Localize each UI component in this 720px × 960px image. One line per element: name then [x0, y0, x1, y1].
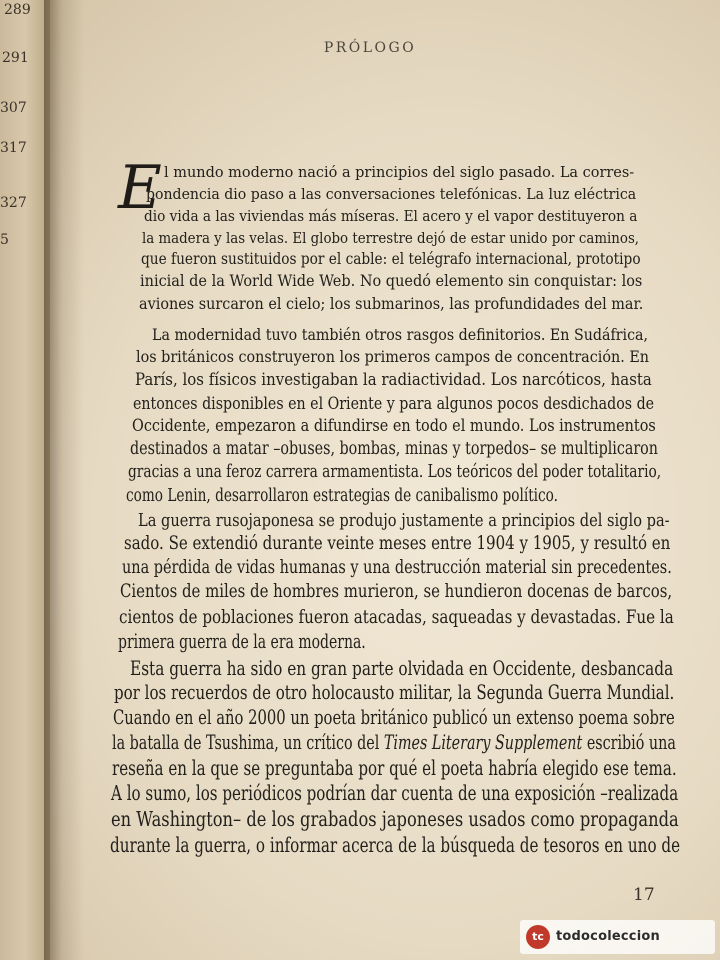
text-line: por los recuerdos de otro holocausto militar, la Segunda Guerra Mundial. [114, 681, 675, 704]
facing-page-edge [0, 0, 50, 960]
text-line: la batalla de Tsushima, un crítico del Times Literary Supplement escribió una [112, 730, 676, 754]
chapter-title: PRÓLOGO [323, 40, 417, 56]
text-line: aviones surcaron el cielo; los submarinos, las profundidades del mar. [139, 294, 644, 313]
text-line: que fueron sustituidos por el cable: el telégrafo internacional, prototipo [141, 250, 641, 268]
text-line: Cuando en el año 2000 un poeta británico publicó un extenso poema sobre [113, 706, 675, 729]
text-line: entonces disponibles en el Oriente y para algunos pocos desdichados de [133, 393, 655, 413]
watermark-logo-icon: tc [526, 925, 550, 949]
text-line: A lo sumo, los periódicos podrían dar cuenta de una exposición –realizada [111, 781, 679, 805]
facing-page-number: 5 [0, 232, 9, 248]
facing-page-number: 291 [2, 50, 29, 66]
text-line: reseña en la que se preguntaba por qué el poeta habría elegido ese tema. [112, 756, 677, 780]
drop-cap: E [118, 153, 162, 223]
text-line: dio vida a las viviendas más míseras. El acero y el vapor destituyeron a [144, 207, 638, 225]
watermark-text: todocoleccion [556, 929, 660, 944]
text-line: durante la guerra, o informar acerca de la búsqueda de tesoros en uno de [110, 833, 681, 857]
text-line: como Lenin, desarrollaron estrategias de canibalismo político. [126, 485, 558, 506]
facing-page-number: 307 [0, 100, 27, 116]
text-line: La modernidad tuvo también otros rasgos definitorios. En Sudáfrica, [152, 325, 649, 344]
text-line: sado. Se extendió durante veinte meses entre 1904 y 1905, y resultó en [124, 533, 671, 554]
text-line: Occidente, empezaron a difundirse en todo el mundo. Los instrumentos [132, 416, 656, 436]
text-line: París, los físicos investigaban la radiactividad. Los narcóticos, hasta [135, 370, 652, 389]
text-line: inicial de la World Wide Web. No quedó elemento sin conquistar: los [140, 272, 643, 290]
text-line: la madera y las velas. El globo terrestre dejó de estar unido por caminos, [142, 229, 640, 247]
gutter-shadow [44, 0, 84, 960]
text-line: los británicos construyeron los primeros campos de concentración. En [136, 347, 650, 366]
text-line: Cientos de miles de hombres murieron, se hundieron docenas de barcos, [120, 581, 673, 602]
text-line: destinados a matar –obuses, bombas, minas y torpedos– se multiplicaron [130, 439, 658, 459]
text-line: gracias a una feroz carrera armamentista. Los teóricos del poder totalitario, [128, 462, 662, 482]
text-line: cientos de poblaciones fueron atacadas, saqueadas y devastadas. Fue la [119, 606, 674, 628]
page-number: 17 [633, 885, 655, 905]
text-line: primera guerra de la era moderna. [118, 630, 366, 653]
text-line: una pérdida de vidas humanas y una destrucción material sin precedentes. [122, 557, 672, 578]
facing-page-number: 289 [4, 2, 31, 18]
text-line: pondencia dio paso a las conversaciones telefónicas. La luz eléctrica [146, 186, 637, 203]
watermark [520, 920, 715, 954]
text-line: La guerra rusojaponesa se produjo justamente a principios del siglo pa- [138, 510, 670, 531]
facing-page-number: 327 [0, 195, 27, 211]
text-line: Esta guerra ha sido en gran parte olvidada en Occidente, desbancada [130, 657, 674, 680]
text-line: l mundo moderno nació a principios del siglo pasado. La corres- [164, 165, 635, 181]
text-line: en Washington– de los grabados japoneses usados como propaganda [111, 807, 679, 831]
facing-page-number: 317 [0, 140, 27, 156]
